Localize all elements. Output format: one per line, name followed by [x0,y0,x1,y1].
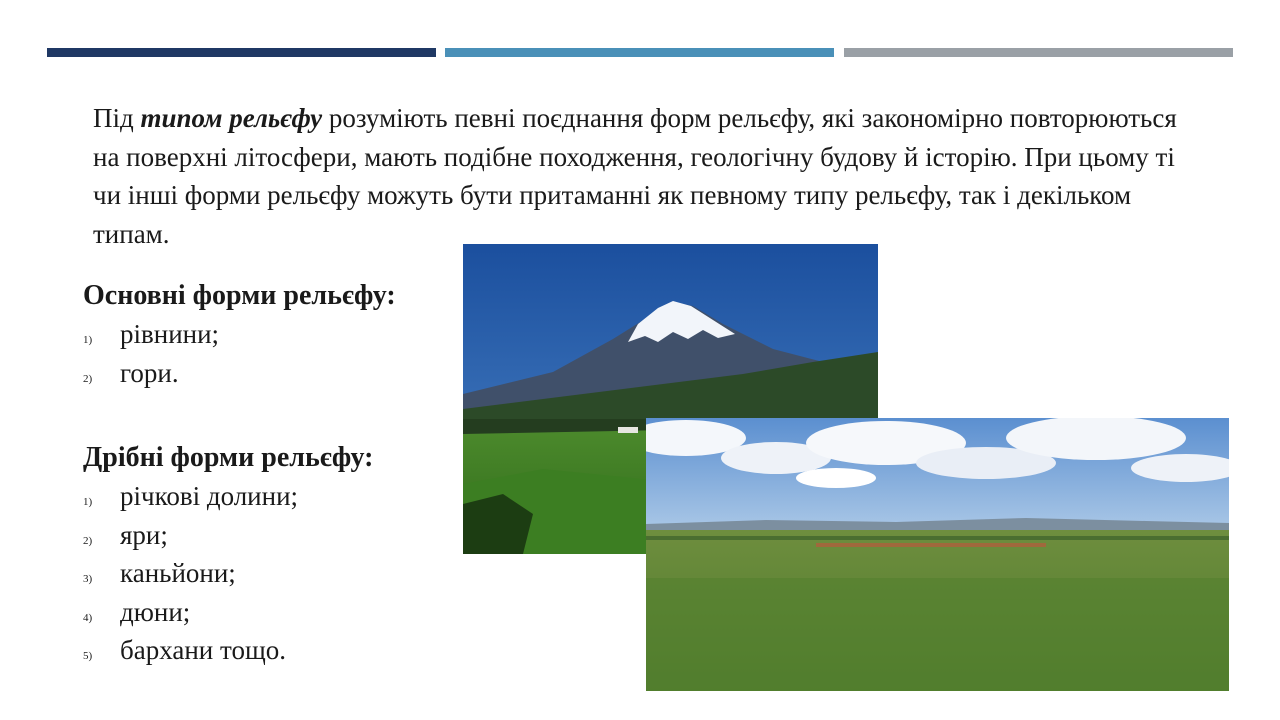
intro-term: типом рельєфу [140,103,323,133]
list-item [83,631,374,670]
minor-forms-section [83,439,374,670]
minor-forms-list [83,477,374,670]
intro-paragraph [93,99,1193,253]
list-item [83,354,396,393]
main-forms-heading: Основні форми рельєфу: [83,280,396,311]
list-text: річкові долини; [120,481,299,511]
list-text: гори. [120,357,179,388]
list-item [83,477,374,516]
list-text: бархани тощо. [120,635,286,665]
list-item [83,593,374,632]
main-forms-section [83,277,396,392]
list-number: 4) [83,611,93,624]
list-text: рівнини; [120,319,220,349]
list-text: дюни; [120,596,191,627]
minor-forms-heading: Дрібні форми рельєфу: [83,442,374,473]
main-forms-list [83,315,396,392]
list-item [83,554,374,593]
list-number: 1) [83,496,93,508]
header-bar-gray [844,48,1233,57]
list-item [83,315,396,354]
plain-photo [646,418,1229,691]
list-number: 2) [83,372,93,385]
intro-prefix: Під [93,103,141,133]
list-number: 1) [83,334,93,346]
header-bar-dark-blue [47,48,436,57]
list-number: 3) [83,573,93,585]
header-bar-light-blue [445,48,834,57]
list-item [83,516,374,555]
list-number: 2) [83,534,93,547]
list-text: яри; [120,519,168,550]
list-text: каньйони; [120,558,236,588]
list-number: 5) [83,650,93,662]
intro-text: розуміють певні поєднання форм рельєфу, які закономірно повторюються на поверхні літосфери, мають подібне походження, геологічну будову й історію. При цьому ті чи інші форми рельєфу можуть бути притаманні як певному типу рельєфу, так і декільком типам. [93,103,1177,249]
